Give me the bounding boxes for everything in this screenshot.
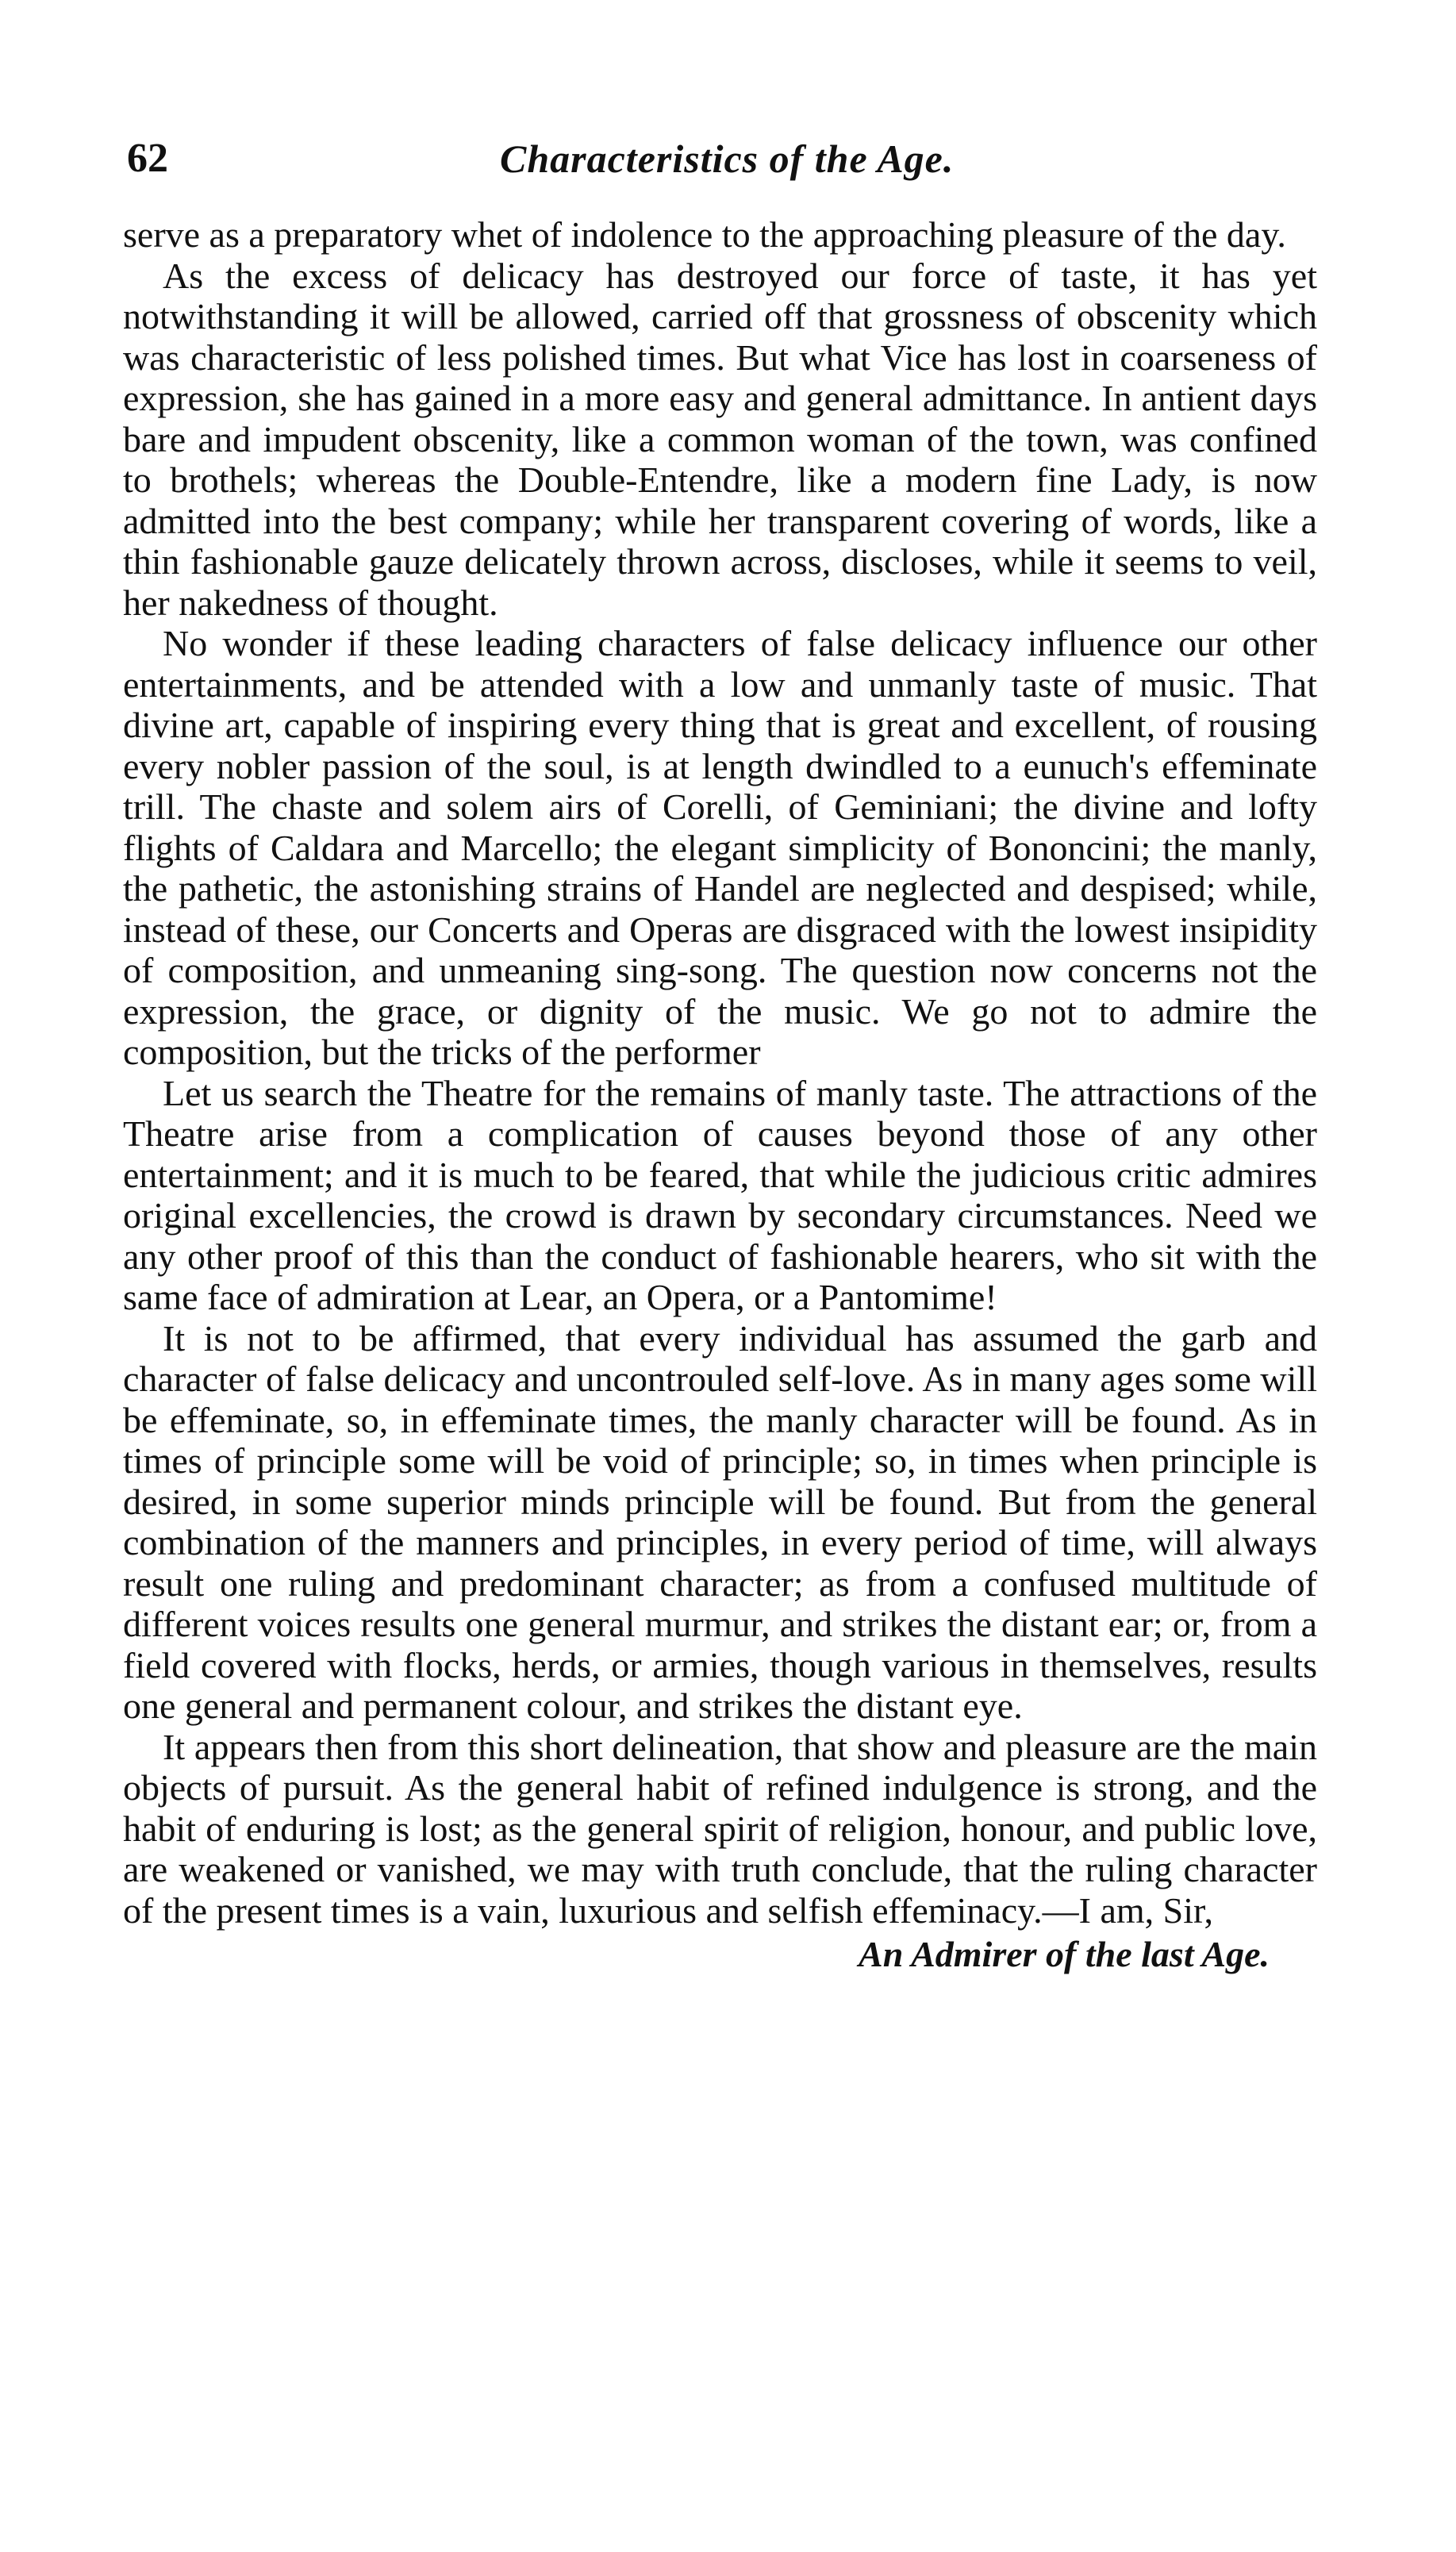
running-title: Characteristics of the Age. — [500, 136, 955, 181]
paragraph-conclusion: It appears then from this short delineation, that show and pleasure are the main objects of pursuit. As the general habit of refined indulgence is strong, and the habit of enduring is lost; as the general spirit of religion, honour, and public love, are weakened or vanished, we may with truth conclude, that the ruling character of the present times is a vain, luxurious and selfish effeminacy.—I am, Sir, — [123, 1726, 1317, 1931]
page-number: 62 — [127, 136, 168, 181]
paragraph-delicacy: As the excess of delicacy has destroyed our force of taste, it has yet notwithstanding it will be allowed, carried off that grossness of obscenity which was characteristic of less polished times. But what Vice has lost in coarseness of expression, she has gained in a more easy and general admittance. In antient days bare and impudent obscenity, like a common woman of the town, was confined to brothels; whereas the Double-Entendre, like a modern fine Lady, is now admitted into the best company; while her transparent covering of words, like a thin fashionable gauze delicately thrown across, discloses, while it seems to veil, her nakedness of thought. — [123, 255, 1317, 623]
paragraph-theatre: Let us search the Theatre for the remains of manly taste. The attractions of the Theatre arise from a complication of causes beyond those of any other entertainment; and it is much to be feared, that while the judicious critic admires original excellencies, the crowd is drawn by secondary circumstances. Need we any other proof of this than the conduct of fashionable hearers, who sit with the same face of admiration at Lear, an Opera, or a Pantomime! — [123, 1072, 1317, 1317]
body-text — [123, 214, 1317, 1975]
page-header — [127, 127, 1317, 190]
paragraph-continuation: serve as a preparatory whet of indolence to the approaching pleasure of the day. — [123, 214, 1286, 255]
paragraph-music: No wonder if these leading characters of false delicacy influence our other entertainments, and be attended with a low and unmanly taste of music. That divine art, capable of inspiring every thing that is great and excellent, of rousing every nobler passion of the soul, is at length dwindled to a eunuch's effeminate trill. The chaste and solem airs of Corelli, of Geminiani; the divine and lofty flights of Caldara and Marcello; the elegant simplicity of Bononcini; the manly, the pathetic, the astonishing strains of Handel are neglected and despised; while, instead of these, our Concerts and Operas are disgraced with the lowest insipidity of composition, and unmeaning sing-song. The question now concerns not the expression, the grace, or dignity of the music. We go not to admire the composition, but the tricks of the performer — [123, 623, 1317, 1072]
paragraph-character: It is not to be affirmed, that every individual has assumed the garb and character of false delicacy and uncontrouled self-love. As in many ages some will be effeminate, so, in effeminate times, the manly character will be found. As in times of principle some will be void of principle; so, in times when principle is desired, in some superior minds principle will be found. But from the general combination of the manners and principles, in every period of time, will always result one ruling and predominant character; as from a confused multitude of different voices results one general murmur, and strikes the distant ear; or, from a field covered with flocks, herds, or armies, though various in themselves, results one general and permanent colour, and strikes the distant eye. — [123, 1317, 1317, 1726]
signature: An Admirer of the last Age. — [859, 1934, 1270, 1974]
